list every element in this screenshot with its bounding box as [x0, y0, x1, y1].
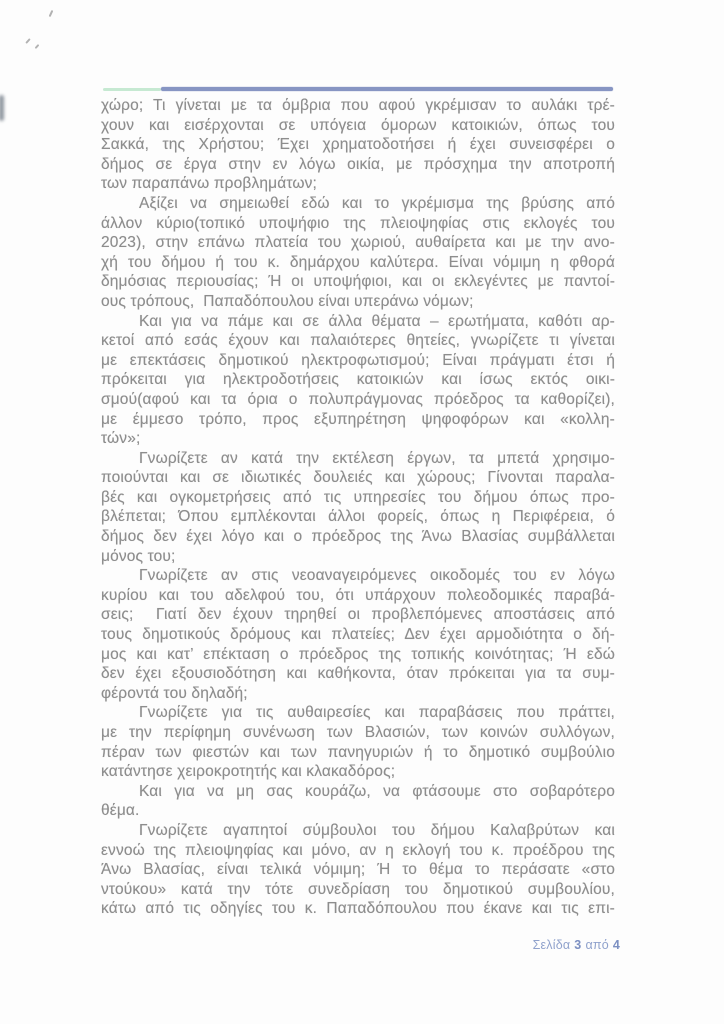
- text-line: σεις; Γιατί δεν έχουν τηρηθεί οι προβλεπόμενες αποστάσεις από: [101, 606, 615, 624]
- text-line: χώρο; Τι γίνεται με τα όμβρια που αφού γκρέμισαν το αυλάκι τρέ-: [101, 97, 615, 114]
- text-line: Σακκά, της Χρήστου; Έχει χρηματοδοτήσει ή έχει συνεισφέρει ο: [101, 136, 615, 154]
- paragraph: [101, 566, 615, 703]
- text-line: κετοί από εσάς έχουν και παλαιότερες θητείες, γνωρίζετε τι γίνεται: [101, 332, 615, 350]
- text-line: δήμος δεν έχει λόγο και ο πρόεδρος της Άνω Βλασίας συμβάλλεται: [101, 528, 615, 546]
- text-line: δήμος σε έργα στην εν λόγω οικία, με πρόσχημα την αποτροπή: [101, 155, 615, 173]
- document-body: [101, 96, 615, 919]
- divider-green-segment: [103, 88, 161, 91]
- header-divider: [103, 87, 613, 91]
- text-line: δημόσιας περιουσίας; Ή οι υποψήφιοι, και οι εκλεγέντες με παντοί-: [101, 273, 615, 291]
- page-footer: [533, 938, 620, 952]
- text-line: με έμμεσο τρόπο, προς εξυπηρέτηση ψηφοφόρων και «κολλη-: [101, 410, 615, 428]
- text-line: με επεκτάσεις δημοτικού ηλεκτροφωτισμού; Είναι πράγματι έτσι ή: [101, 351, 615, 369]
- text-line: φέροντά του δηλαδή;: [101, 684, 248, 702]
- footer-page-total: 4: [612, 938, 620, 952]
- text-line: με την περίφημη συνένωση των Βλασιών, των κοινών συλλόγων,: [101, 724, 615, 741]
- paragraph: [101, 194, 615, 312]
- text-line: χή του δήμου ή του κ. δημάρχου καλύτερα. Είναι νόμιμη η φθορά: [101, 253, 615, 271]
- paragraph: [101, 782, 615, 821]
- divider-blue-segment: [161, 87, 613, 91]
- text-line: κατάντησε χειροκροτητής και κλακαδόρος;: [101, 763, 396, 781]
- text-line: εννοώ της πλειοψηφίας και μόνο, αν η εκλογή του κ. προέδρου της: [101, 841, 615, 859]
- pen-mark: [35, 44, 40, 49]
- pen-mark: [49, 10, 54, 17]
- footer-separator: από: [585, 938, 609, 952]
- text-line: κάτω από τις οδηγίες του κ. Παπαδόπουλου που έκανε και τις επι-: [101, 900, 615, 918]
- text-line: τών»;: [101, 430, 141, 448]
- text-line: πρόκειται για ηλεκτροδοτήσεις κατοικιών και ίσως εκτός οικι-: [101, 371, 615, 389]
- text-line: ντούκου» κατά την τότε συνεδρίαση του δημοτικού συμβουλίου,: [101, 880, 615, 898]
- text-line: 2023), στην επάνω πλατεία του χωριού, αυθαίρετα και με την ανο-: [101, 234, 615, 252]
- pen-mark: [25, 38, 31, 44]
- text-line: Γνωρίζετε αν κατά την εκτέλεση έργων, τα μπετά χρησιμο-: [139, 449, 615, 467]
- text-line: δεν έχει εξουσιοδότηση και καθήκοντα, όταν πρόκειται για τα συμ-: [101, 665, 615, 683]
- text-line: τους δημοτικούς δρόμους και πλατείες; Δεν έχει αρμοδιότητα ο δή-: [101, 626, 615, 644]
- text-line: ποιούνται και σε ιδιωτικές δουλειές και χώρους; Γίνονται παραλα-: [101, 469, 615, 487]
- text-line: Γνωρίζετε αν στις νεοαναγειρόμενες οικοδομές του εν λόγω: [139, 567, 615, 585]
- text-line: βές και ογκομετρήσεις από τις υπηρεσίες του δήμου όπως προ-: [101, 488, 615, 506]
- text-line: θέμα.: [101, 802, 140, 820]
- text-line: Γνωρίζετε αγαπητοί σύμβουλοι του δήμου Καλαβρύτων και: [139, 821, 615, 839]
- text-line: Αξίζει να σημειωθεί εδώ και το γκρέμισμα της βρύσης από: [139, 194, 615, 212]
- text-line: μος και κατ’ επέκταση ο πρόεδρος της τοπικής κοινότητας; Ή εδώ: [101, 645, 615, 663]
- text-line: των παραπάνω προβλημάτων;: [101, 175, 317, 193]
- footer-page-number: 3: [574, 938, 582, 952]
- paragraph: [101, 821, 615, 919]
- paragraph: [101, 96, 615, 194]
- scan-edge-smudge: [0, 95, 4, 121]
- text-line: χουν και εισέρχονται σε υπόγεια όμορων κατοικιών, όπως του: [101, 116, 615, 134]
- text-line: άλλον κύριο(τοπικό υποψήφιο της πλειοψηφίας στις εκλογές του: [101, 214, 615, 232]
- footer-label: Σελίδα: [532, 938, 571, 952]
- text-line: Άνω Βλασίας, είναι τελικά νόμιμη; Ή το θέμα το περάσατε «στο: [101, 861, 615, 879]
- paragraph: [101, 312, 615, 449]
- text-line: βλέπεται; Όπου εμπλέκονται άλλοι φορείς, όπως η Περιφέρεια, ό: [101, 508, 615, 526]
- text-line: σμού(αφού και τα όρια ο πολυπράγμονας πρόεδρος τα καθορίζει),: [101, 390, 615, 408]
- text-line: Και για να μη σας κουράζω, να φτάσουμε στο σοβαρότερο: [139, 782, 615, 800]
- text-line: κυρίου και του αδελφού του, ότι υπάρχουν πολεοδομικές παραβά-: [101, 586, 615, 604]
- text-line: μόνος του;: [101, 547, 176, 565]
- text-line: πέραν των φιεστών και των πανηγυριών ή το δημοτικό συμβούλιο: [101, 743, 615, 761]
- text-line: Και για να πάμε και σε άλλα θέματα – ερωτήματα, καθότι αρ-: [139, 312, 615, 330]
- paragraph: [101, 449, 615, 567]
- paragraph: [101, 703, 615, 781]
- text-line: ους τρόπους, Παπαδόπουλου είναι υπεράνω νόμων;: [101, 292, 474, 310]
- text-line: Γνωρίζετε για τις αυθαιρεσίες και παραβάσεις που πράττει,: [139, 704, 615, 722]
